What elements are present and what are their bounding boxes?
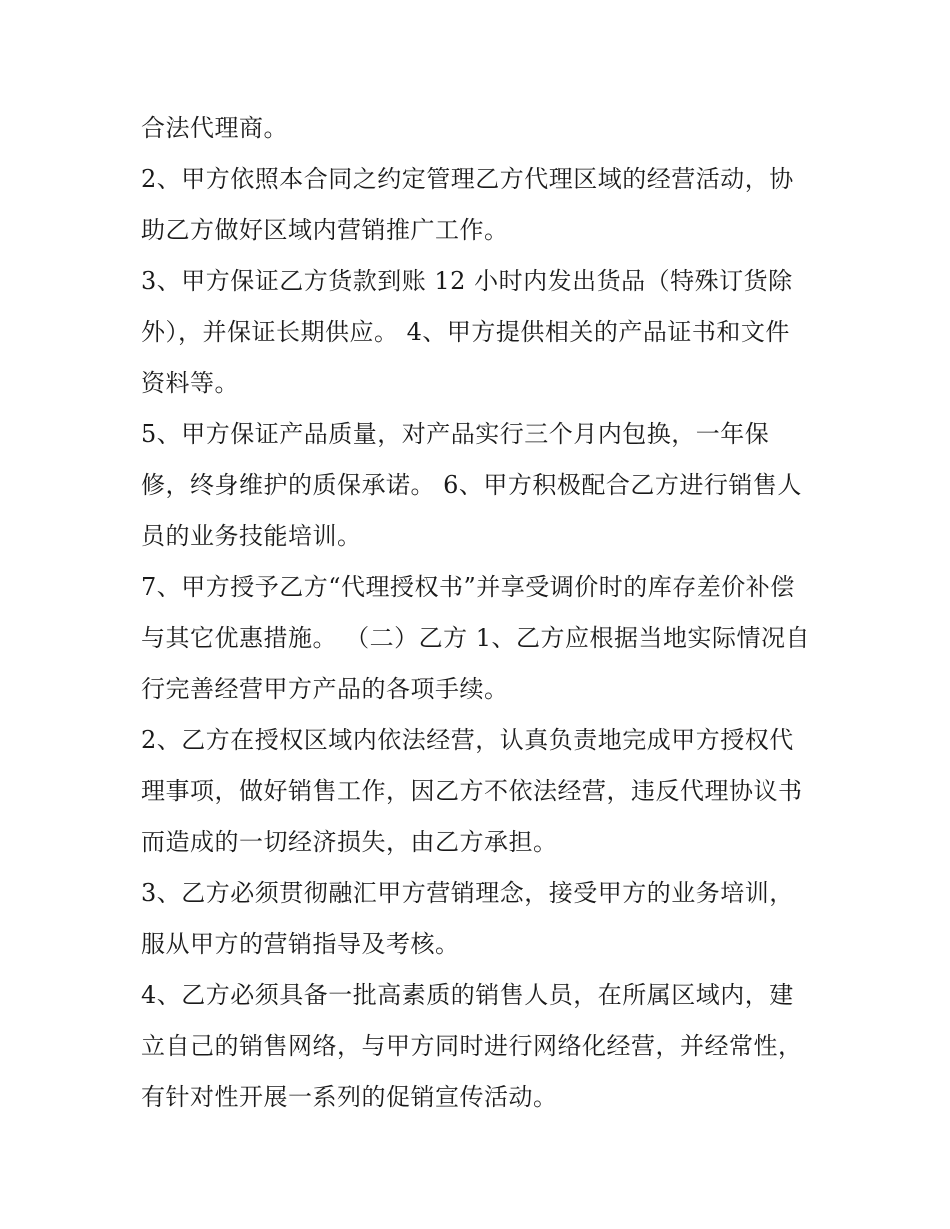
text-line: 合法代理商。 <box>141 114 288 142</box>
document-body <box>141 103 831 1123</box>
text-line: 行完善经营甲方产品的各项手续。 <box>141 675 509 703</box>
text-line: 理事项，做好销售工作，因乙方不依法经营，违反代理协议书 <box>141 777 803 805</box>
text-line: 4、乙方必须具备一批高素质的销售人员，在所属区域内，建 <box>141 981 794 1009</box>
text-line: 助乙方做好区域内营销推广工作。 <box>141 216 509 244</box>
text-line: 与其它优惠措施。 （二）乙方 1、乙方应根据当地实际情况自 <box>141 624 811 652</box>
text-line: 服从甲方的营销指导及考核。 <box>141 930 460 958</box>
text-line: 有针对性开展一系列的促销宣传活动。 <box>141 1083 558 1111</box>
text-line: 7、甲方授予乙方“代理授权书”并享受调价时的库存差价补偿 <box>141 573 795 601</box>
text-line: 2、甲方依照本合同之约定管理乙方代理区域的经营活动，协 <box>141 165 794 193</box>
text-line: 5、甲方保证产品质量，对产品实行三个月内包换，一年保 <box>141 420 770 448</box>
text-line: 立自己的销售网络，与甲方同时进行网络化经营，并经常性， <box>141 1032 803 1060</box>
text-line: 外），并保证长期供应。 4、甲方提供相关的产品证书和文件 <box>141 318 790 346</box>
text-line: 而造成的一切经济损失，由乙方承担。 <box>141 828 558 856</box>
text-line: 修，终身维护的质保承诺。 6、甲方积极配合乙方进行销售人 <box>141 471 802 499</box>
text-line: 员的业务技能培训。 <box>141 522 362 550</box>
text-line: 资料等。 <box>141 369 239 397</box>
text-line: 2、乙方在授权区域内依法经营，认真负责地完成甲方授权代 <box>141 726 794 754</box>
text-line: 3、乙方必须贯彻融汇甲方营销理念，接受甲方的业务培训， <box>141 879 794 907</box>
text-line: 3、甲方保证乙方货款到账 12 小时内发出货品（特殊订货除 <box>141 267 793 295</box>
